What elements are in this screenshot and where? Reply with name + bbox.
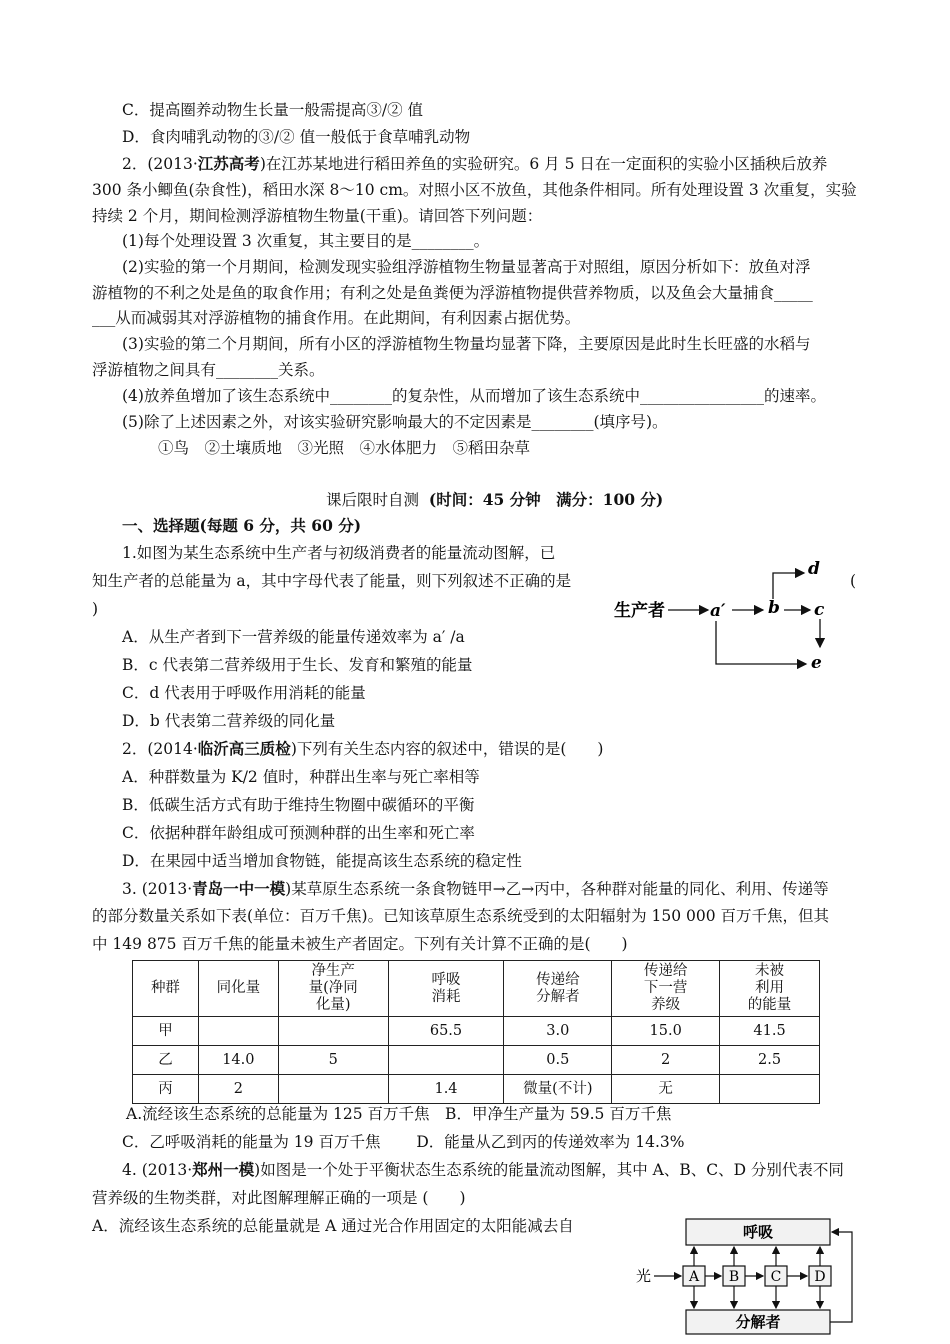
table-header: 呼吸 消耗 (388, 961, 504, 1017)
q2b-option-a: A．种群数量为 K/2 值时，种群出生率与死亡率相等 (122, 768, 480, 786)
q2-sub-3b: 浮游植物之间具有________关系。 (92, 361, 325, 379)
energy-table (132, 960, 820, 1104)
table-row (133, 1075, 820, 1104)
q2b-option-c: C．依据种群年龄组成可预测种群的出生率和死亡率 (122, 824, 475, 842)
q2-sub-2c: ___从而减弱其对浮游植物的捕食作用。在此期间，有利因素占据优势。 (92, 309, 581, 327)
table-row (133, 1017, 820, 1046)
energy-flow-diagram (610, 555, 850, 680)
table-cell: 0.5 (504, 1046, 612, 1075)
q2b-option-b: B．低碳生活方式有助于维持生物圈中碳循环的平衡 (122, 796, 475, 814)
table-cell: 41.5 (720, 1017, 820, 1046)
diagram-e-label: e (811, 653, 822, 673)
q2b-option-d: D．在果园中适当增加食物链，能提高该生态系统的稳定性 (122, 852, 522, 870)
diagram-producer-label: 生产者 (614, 601, 665, 621)
table-cell (278, 1017, 388, 1046)
table-cell: 3.0 (504, 1017, 612, 1046)
table-cell (198, 1017, 278, 1046)
q2-sub-3a: (3)实验的第二个月期间，所有小区的浮游植物生物量均显著下降，主要原因是此时生长旺盛的水稻与 (122, 335, 811, 353)
respiration-label: 呼吸 (742, 1223, 774, 1241)
table-cell: 丙 (133, 1075, 199, 1104)
q3-line-2: 的部分数量关系如下表(单位：百万千焦)。已知该草原生态系统受到的太阳辐射为 150 000 百万千焦，但其 (92, 907, 830, 925)
ecosystem-diagram (630, 1215, 862, 1337)
q3-line-3: 中 149 875 百万千焦的能量未被生产者固定。下列有关计算不正确的是( ) (92, 935, 628, 953)
q1-option-c: C．d 代表用于呼吸作用消耗的能量 (122, 684, 366, 702)
q3-line-1: 3. (2013·青岛一中一模)某草原生态系统一条食物链甲→乙→丙中，各种群对能量的同化、利用、传递等 (122, 879, 829, 898)
q1-paren-close: ) (92, 600, 99, 618)
box-b-label: B (728, 1269, 740, 1285)
diagram-d-label: d (808, 559, 820, 579)
q1-option-a: A．从生产者到下一营养级的能量传递效率为 a′ /a (122, 628, 465, 646)
table-cell: 14.0 (198, 1046, 278, 1075)
q2-options: ①鸟 ②土壤质地 ③光照 ④水体肥力 ⑤稻田杂草 (158, 439, 531, 457)
table-header: 传递给 分解者 (504, 961, 612, 1017)
diagram-a-prime-label: a′ (710, 601, 726, 621)
q2-line-3: 持续 2 个月，期间检测浮游植物生物量(干重)。请回答下列问题： (92, 207, 543, 225)
table-cell: 2.5 (720, 1046, 820, 1075)
arrow-decomposer-respiration (830, 1232, 852, 1322)
table-cell: 甲 (133, 1017, 199, 1046)
q2-sub-2a: (2)实验的第一个月期间，检测发现实验组浮游植物生物量显著高于对照组，原因分析如下：放鱼对浮 (122, 258, 811, 276)
arrow-a-to-e (716, 621, 806, 664)
table-header: 传递给 下一营 养级 (612, 961, 720, 1017)
q2-line-1: 2．(2013·江苏高考)在江苏某地进行稻田养鱼的实验研究。6 月 5 日在一定面积的实验小区插秧后放养 (122, 154, 828, 173)
diagram-b-label: b (768, 598, 780, 618)
q1-paren-open: ( (850, 572, 857, 590)
arrow-b-to-d (773, 573, 804, 599)
table-cell: 2 (198, 1075, 278, 1104)
box-d-label: D (814, 1269, 826, 1285)
part-one-heading: 一、选择题(每题 6 分，共 60 分) (122, 516, 362, 535)
q3-options-cd: C．乙呼吸消耗的能量为 19 百万千焦 D．能量从乙到丙的传递效率为 14.3% (122, 1133, 685, 1151)
table-row (133, 1046, 820, 1075)
section-title: 课后限时自测 (时间：45 分钟 满分：100 分) (326, 490, 664, 509)
light-label: 光 (636, 1267, 652, 1285)
prev-option-d: D．食肉哺乳动物的③/② 值一般低于食草哺乳动物 (122, 128, 471, 146)
q2-sub-1: (1)每个处理设置 3 次重复，其主要目的是________。 (122, 232, 490, 250)
q2-sub-2b: 游植物的不利之处是鱼的取食作用；有利之处是鱼粪便为浮游植物提供营养物质，以及鱼会大量捕食_____ (92, 284, 813, 302)
prev-option-c: C．提高圈养动物生长量一般需提高③/② 值 (122, 101, 424, 119)
q1-option-d: D．b 代表第二营养级的同化量 (122, 712, 336, 730)
q4-line-2: 营养级的生物类群，对此图解理解正确的一项是 ( ) (92, 1189, 466, 1207)
table-header: 未被 利用 的能量 (720, 961, 820, 1017)
q2-sub-4: (4)放养鱼增加了该生态系统中________的复杂性，从而增加了该生态系统中________________的速率。 (122, 387, 826, 405)
q2-line-2: 300 条小鲫鱼(杂食性)，稻田水深 8～10 cm。对照小区不放鱼，其他条件相同。所有处理设置 3 次重复，实验 (92, 181, 857, 199)
q3-options-ab: A.流经该生态系统的总能量为 125 百万千焦 B．甲净生产量为 59.5 百万千焦 (126, 1105, 672, 1123)
diagram-c-label: c (814, 600, 825, 620)
table-cell (388, 1046, 504, 1075)
table-cell: 15.0 (612, 1017, 720, 1046)
table-header: 净生产 量(净同 化量) (278, 961, 388, 1017)
table-header: 同化量 (198, 961, 278, 1017)
table-header-row (133, 961, 820, 1017)
q2b-line-1: 2．(2014·临沂高三质检)下列有关生态内容的叙述中，错误的是( ) (122, 739, 604, 758)
q2-sub-5: (5)除了上述因素之外，对该实验研究影响最大的不定因素是________(填序号)。 (122, 413, 668, 431)
table-cell: 2 (612, 1046, 720, 1075)
box-a-label: A (688, 1269, 700, 1285)
table-cell: 65.5 (388, 1017, 504, 1046)
decomposer-label: 分解者 (735, 1313, 781, 1331)
table-cell (720, 1075, 820, 1104)
table-cell (278, 1075, 388, 1104)
table-cell: 乙 (133, 1046, 199, 1075)
q4-option-a: A．流经该生态系统的总能量就是 A 通过光合作用固定的太阳能减去自 (92, 1217, 574, 1235)
q4-line-1: 4. (2013·郑州一模)如图是一个处于平衡状态生态系统的能量流动图解，其中 A、B、C、D 分别代表不同 (122, 1160, 844, 1179)
table-cell: 微量(不计) (504, 1075, 612, 1104)
table-cell: 无 (612, 1075, 720, 1104)
q1-line-2: 知生产者的总能量为 a，其中字母代表了能量，则下列叙述不正确的是 (92, 572, 572, 590)
q1-line-1: 1.如图为某生态系统中生产者与初级消费者的能量流动图解，已 (122, 544, 556, 562)
table-header: 种群 (133, 961, 199, 1017)
table-cell: 1.4 (388, 1075, 504, 1104)
box-c-label: C (770, 1269, 782, 1285)
q1-option-b: B．c 代表第二营养级用于生长、发育和繁殖的能量 (122, 656, 473, 674)
table-cell: 5 (278, 1046, 388, 1075)
